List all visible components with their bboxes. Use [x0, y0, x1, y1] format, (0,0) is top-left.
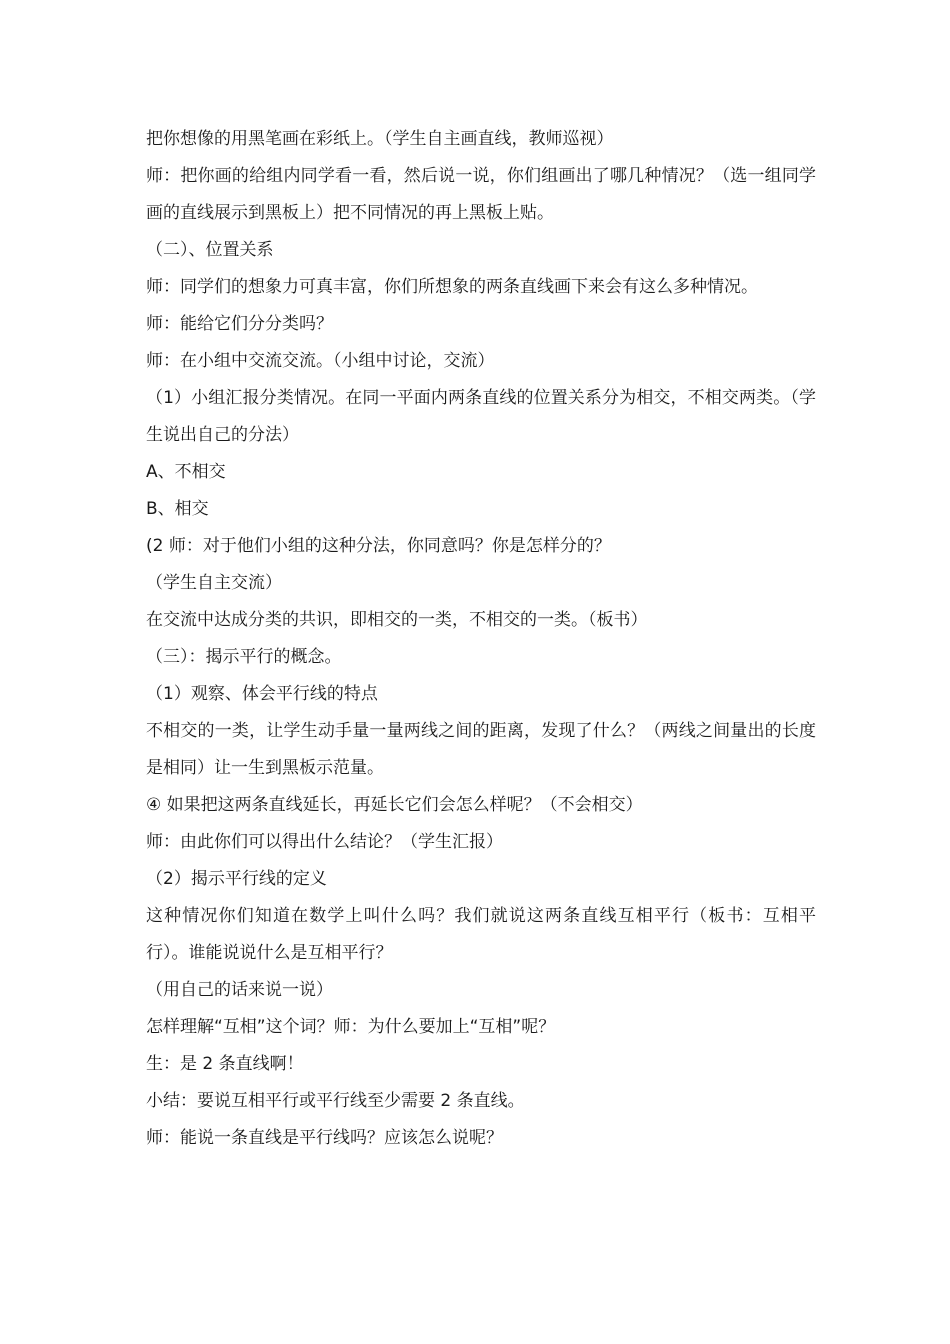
list-item: A、不相交	[146, 462, 226, 482]
paragraph: ④ 如果把这两条直线延长，再延长它们会怎么样呢？（不会相交）	[146, 795, 643, 815]
paragraph: 师：同学们的想象力可真丰富，你们所想象的两条直线画下来会有这么多种情况。	[146, 277, 758, 297]
list-item: B、相交	[146, 499, 209, 519]
sub-heading: （2）揭示平行线的定义	[146, 869, 327, 889]
paragraph: 怎样理解“互相”这个词？师：为什么要加上“互相”呢？	[146, 1017, 556, 1037]
paragraph: 不相交的一类，让学生动手量一量两线之间的距离，发现了什么？（两线之间量出的长度是相同）让一生到黑板示范量。	[146, 721, 816, 778]
section-heading: （二）、位置关系	[146, 240, 274, 260]
paragraph: （用自己的话来说一说）	[146, 980, 333, 1000]
paragraph: 把你想像的用黑笔画在彩纸上。（学生自主画直线，教师巡视）	[146, 129, 614, 149]
sub-heading: （1）观察、体会平行线的特点	[146, 684, 378, 704]
paragraph: 师：能说一条直线是平行线吗？应该怎么说呢？	[146, 1128, 503, 1148]
paragraph: 小结：要说互相平行或平行线至少需要 2 条直线。	[146, 1091, 525, 1111]
paragraph: 在交流中达成分类的共识，即相交的一类，不相交的一类。（板书）	[146, 610, 648, 630]
paragraph: (2 师：对于他们小组的这种分法，你同意吗？你是怎样分的？	[146, 536, 611, 556]
paragraph: （学生自主交流）	[146, 573, 282, 593]
paragraph: 生：是 2 条直线啊！	[146, 1054, 304, 1074]
paragraph: 师：由此你们可以得出什么结论？（学生汇报）	[146, 832, 503, 852]
document-body	[146, 121, 816, 1157]
paragraph: 师：在小组中交流交流。（小组中讨论，交流）	[146, 351, 495, 371]
paragraph: 师：把你画的给组内同学看一看，然后说一说，你们组画出了哪几种情况？（选一组同学画的直线展示到黑板上）把不同情况的再上黑板上贴。	[146, 166, 816, 223]
paragraph: 师：能给它们分分类吗？	[146, 314, 333, 334]
paragraph: （1）小组汇报分类情况。在同一平面内两条直线的位置关系分为相交，不相交两类。（学生说出自己的分法）	[146, 388, 816, 445]
section-heading: （三）：揭示平行的概念。	[146, 647, 342, 667]
paragraph: 这种情况你们知道在数学上叫什么吗？我们就说这两条直线互相平行（板书：互相平行）。谁能说说什么是互相平行？	[146, 906, 816, 963]
